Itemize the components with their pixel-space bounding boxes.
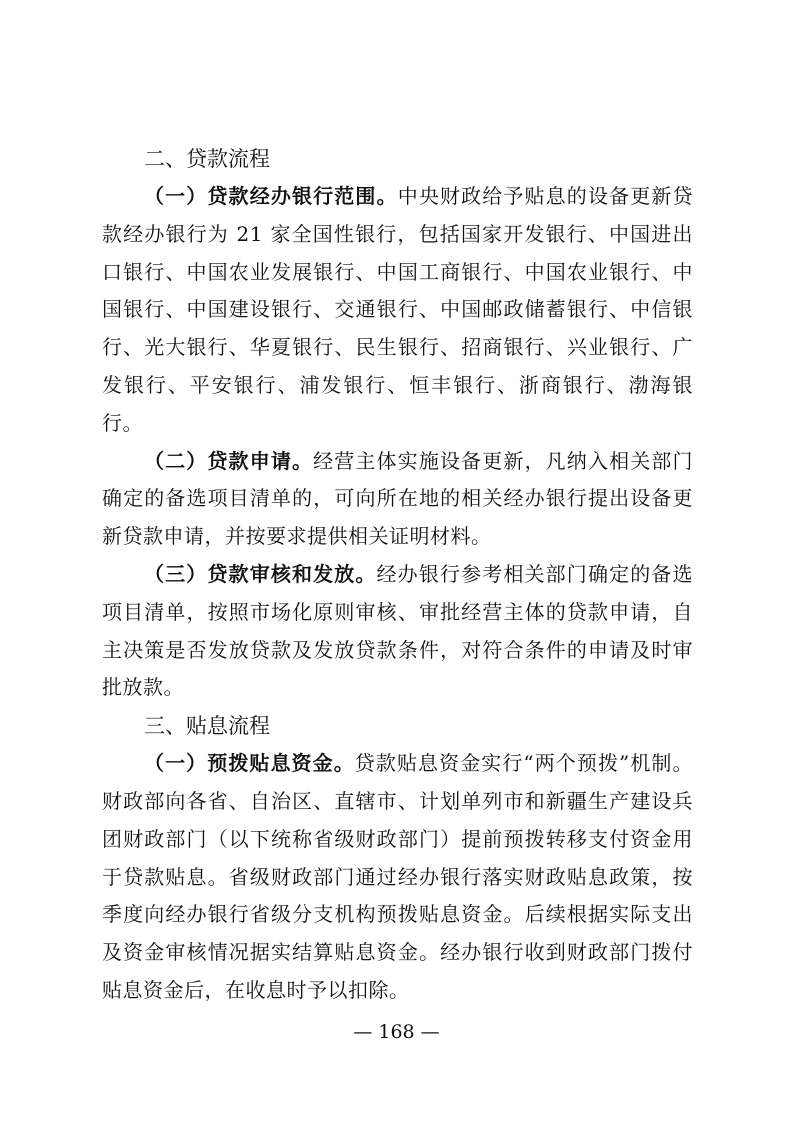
page-number: — 168 —: [353, 1021, 440, 1043]
paragraph-loan-application: [102, 443, 693, 556]
section-heading-subsidy-process: 三、贴息流程: [144, 714, 270, 739]
paragraph-text: 经办银行参考相关部门确定的备选项目清单，按照市场化原则审核、审批经营主体的贷款申请，自主决策是否发放贷款及发放贷款条件，对符合条件的申请及时审批放款。: [102, 561, 694, 700]
paragraph-text: 贷款贴息资金实行“两个预拨”机制。财政部向各省、自治区、直辖市、计划单列市和新疆生产建设兵团财政部门（以下统称省级财政部门）提前预拨转移支付资金用于贷款贴息。省级财政部门通过经办银行落实财政贴息政策，按季度向经办银行省级分支机构预拨贴息资金。后续根据实际支出及资金审核情况据实结算贴息资金。经办银行收到财政部门拨付贴息资金后，在收息时予以扣除。: [102, 751, 694, 1002]
paragraph-lead: （三）贷款审核和发放。: [144, 561, 377, 586]
paragraph-loan-review: [102, 556, 693, 707]
paragraph-bank-scope: [102, 178, 693, 443]
document-body: [102, 140, 693, 1010]
section-heading-loan-process: 二、贷款流程: [144, 147, 270, 171]
paragraph-lead: （一）预拨贴息资金。: [144, 751, 355, 776]
paragraph-text: 经营主体实施设备更新，凡纳入相关部门确定的备选项目清单的，可向所在地的相关经办银行提出设备更新贷款申请，并按要求提供相关证明材料。: [102, 448, 694, 549]
paragraph-lead: （一）贷款经办银行范围。: [144, 184, 398, 208]
paragraph-text: 中央财政给予贴息的设备更新贷款经办银行为 21 家全国性银行，包括国家开发银行、中国进出口银行、中国农业发展银行、中国工商银行、中国农业银行、中国银行、中国建设银行、交通银行、中国邮政储蓄银行、中信银行、光大银行、华夏银行、民生银行、招商银行、兴业银行、广发银行、平安银行、浦发银行、恒丰银行、浙商银行、渤海银行。: [102, 184, 694, 435]
paragraph-lead: （二）贷款申请。: [144, 448, 314, 473]
paragraph-prefund-subsidy: [102, 745, 693, 1010]
